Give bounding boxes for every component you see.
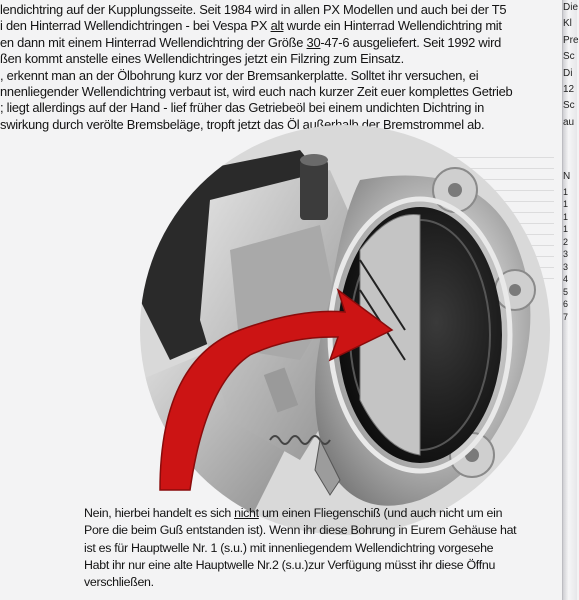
text-line: nnenliegender Wellendichtring verbaut ist, wird euch nach kurzer Zeit euer komplettes Getrieb <box>0 83 513 99</box>
caption-line: Habt ihr nur eine alte Hauptwelle Nr.2 (s.u.)zur Verfügung müsst ihr diese Öffnu <box>84 557 496 572</box>
caption <box>84 505 564 591</box>
text-line: swirkung durch verölte Bremsbeläge, tropft jetzt das Öl außerhalb der Bremstrommel ab. <box>0 116 485 132</box>
text-line: en dann mit einem Hinterrad Wellendichtring der Größe 30-47-6 ausgeliefert. Seit 1992 wird <box>0 34 502 50</box>
text-line: ßen kommt anstelle eines Wellendichtringes jetzt ein Filzring zum Einsatz. <box>0 51 404 67</box>
underlined-number: 30 <box>306 34 321 50</box>
underlined-word: alt <box>270 18 284 34</box>
text-line: lendichtring auf der Kupplungsseite. Seit 1984 wird in allen PX Modellen und auch bei der T5 <box>0 2 507 17</box>
caption-line: Nein, hierbei handelt es sich nicht um einen Fliegenschiß (und auch nicht um ein <box>84 506 503 520</box>
text-line: , erkennt man an der Ölbohrung kurz vor der Bremsankerplatte. Solltet ihr versuchen, ei <box>0 67 479 83</box>
caption-line: ist es für Hauptwelle Nr. 1 (s.u.) mit innenliegendem Wellendichtring vorgesehe <box>84 540 494 555</box>
adjacent-page-column: Die Kl Pre Sc Di 12 Sc au N 1 1 1 1 2 3 3 4 5 6 7 <box>563 2 579 322</box>
text-line: ; liegt allerdings auf der Hand - lief früher das Getriebeöl bei einem undichten Dichtring in <box>0 100 485 116</box>
underlined-word: nicht <box>234 506 259 520</box>
caption-line: Pore die beim Guß entstanden ist). Wenn ihr diese Bohrung in Eurem Gehäuse hat <box>84 523 517 538</box>
caption-line: verschließen. <box>84 575 154 590</box>
text-line: i den Hinterrad Wellendichtringen - bei Vespa PX alt wurde ein Hinterrad Wellendichtring mit <box>0 18 502 34</box>
